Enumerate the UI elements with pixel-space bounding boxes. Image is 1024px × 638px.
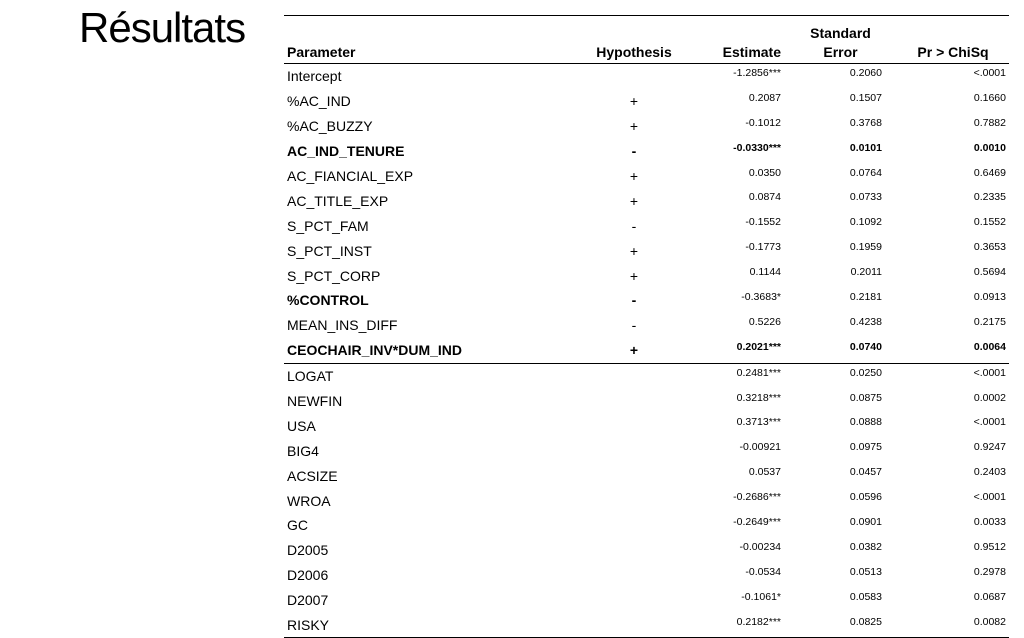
cell-stderr: 0.0733: [849, 191, 882, 204]
table-row: [284, 389, 1009, 414]
table-row: [284, 164, 1009, 189]
cell-pvalue: <.0001: [973, 366, 1006, 379]
table-row: [284, 213, 1009, 238]
cell-pvalue: 0.2175: [973, 315, 1006, 328]
header-row-bottom: [284, 41, 1009, 64]
cell-parameter: WROA: [287, 492, 331, 509]
cell-stderr: 0.0888: [849, 416, 882, 429]
cell-stderr: 0.0513: [849, 565, 882, 578]
cell-estimate: 0.2087: [748, 91, 781, 104]
table-row: [284, 363, 1009, 388]
table-row: [284, 188, 1009, 213]
cell-estimate: -0.2649***: [733, 516, 781, 529]
cell-pvalue: <.0001: [973, 491, 1006, 504]
cell-estimate: 0.1144: [749, 266, 781, 279]
table-row: [284, 238, 1009, 263]
cell-parameter: S_PCT_FAM: [287, 217, 369, 234]
cell-pvalue: 0.0913: [973, 291, 1006, 304]
cell-parameter: NEWFIN: [287, 393, 343, 410]
header-pvalue: Pr > ChiSq: [897, 41, 1009, 64]
cell-estimate: -0.1552: [745, 216, 781, 229]
cell-parameter: AC_IND_TENURE: [287, 143, 405, 160]
cell-pvalue: 0.3653: [973, 241, 1006, 254]
cell-hypothesis: +: [574, 338, 694, 363]
header-blank: [897, 16, 1009, 42]
cell-pvalue: 0.0033: [973, 516, 1006, 529]
cell-estimate: 0.0537: [748, 466, 781, 479]
cell-pvalue: <.0001: [973, 67, 1006, 79]
cell-hypothesis: [574, 588, 694, 613]
cell-stderr: 0.2060: [849, 67, 882, 79]
table-row: [284, 263, 1009, 288]
cell-estimate: -0.1012: [745, 116, 781, 129]
table-row: [284, 538, 1009, 563]
cell-estimate: 0.2182***: [694, 613, 784, 638]
table-row: [284, 613, 1009, 638]
cell-pvalue: 0.1660: [973, 91, 1006, 104]
cell-hypothesis: [574, 389, 694, 414]
table-body: [284, 64, 1009, 638]
header-parameter: Parameter: [284, 41, 574, 64]
cell-estimate: -0.1061*: [741, 590, 781, 603]
cell-pvalue: 0.0082: [897, 613, 1009, 638]
cell-estimate: -0.0534: [745, 565, 781, 578]
cell-parameter: %AC_BUZZY: [287, 118, 373, 135]
cell-pvalue: 0.9512: [973, 540, 1006, 553]
cell-estimate: 0.3713***: [736, 416, 781, 429]
cell-stderr: 0.4238: [849, 315, 882, 328]
cell-parameter: %CONTROL: [287, 292, 369, 309]
cell-hypothesis: +: [629, 118, 639, 135]
cell-hypothesis: +: [629, 93, 639, 110]
cell-pvalue: 0.1552: [973, 216, 1006, 229]
cell-stderr: 0.0250: [849, 366, 882, 379]
cell-hypothesis: [574, 613, 694, 638]
cell-estimate: -1.2856***: [733, 67, 781, 79]
table-row: [284, 288, 1009, 313]
cell-parameter: LOGAT: [287, 368, 334, 385]
cell-stderr: 0.1092: [849, 216, 882, 229]
cell-hypothesis: -: [631, 217, 637, 234]
cell-estimate: 0.2481***: [736, 366, 781, 379]
header-blank: [574, 16, 694, 42]
cell-pvalue: 0.0010: [973, 141, 1006, 154]
table-row: [284, 413, 1009, 438]
cell-pvalue: 0.5694: [973, 266, 1006, 279]
cell-hypothesis: [574, 64, 694, 89]
cell-parameter: D2007: [287, 592, 329, 609]
cell-stderr: 0.2181: [849, 291, 882, 304]
cell-stderr: 0.0975: [849, 441, 882, 454]
cell-estimate: -0.0330***: [733, 141, 781, 154]
cell-pvalue: 0.2978: [973, 565, 1006, 578]
cell-hypothesis: +: [629, 192, 639, 209]
table-header: [284, 16, 1009, 64]
table-row: [284, 488, 1009, 513]
header-row-top: [284, 16, 1009, 42]
cell-pvalue: 0.2335: [973, 191, 1006, 204]
header-blank: [284, 16, 574, 42]
slide-title: Résultats: [79, 4, 246, 51]
cell-hypothesis: +: [629, 267, 639, 284]
cell-stderr: 0.0583: [849, 590, 882, 603]
cell-parameter: GC: [287, 517, 308, 534]
cell-estimate: 0.0874: [748, 191, 781, 204]
cell-stderr: 0.1507: [849, 91, 882, 104]
table-row: [284, 139, 1009, 164]
table-row: [284, 438, 1009, 463]
cell-stderr: 0.0596: [849, 491, 882, 504]
table-row: [284, 588, 1009, 613]
cell-parameter: %AC_IND: [287, 93, 351, 110]
cell-pvalue: 0.0064: [897, 338, 1009, 363]
cell-pvalue: 0.2403: [973, 466, 1006, 479]
cell-hypothesis: +: [629, 242, 639, 259]
cell-estimate: -0.00234: [739, 540, 781, 553]
cell-estimate: 0.0350: [748, 166, 781, 179]
cell-hypothesis: -: [631, 317, 637, 334]
cell-parameter: MEAN_INS_DIFF: [287, 317, 398, 334]
cell-pvalue: 0.6469: [973, 166, 1006, 179]
cell-stderr: 0.0382: [849, 540, 882, 553]
cell-hypothesis: [574, 463, 694, 488]
cell-pvalue: 0.0687: [973, 590, 1006, 603]
cell-stderr: 0.0825: [784, 613, 897, 638]
cell-stderr: 0.1959: [849, 241, 882, 254]
cell-stderr: 0.0764: [849, 166, 882, 179]
cell-estimate: -0.3683*: [741, 291, 781, 304]
results-table: [284, 15, 1009, 638]
cell-estimate: 0.2021***: [694, 338, 784, 363]
table-row: [284, 114, 1009, 139]
table-row: [284, 563, 1009, 588]
header-blank: [694, 16, 784, 42]
cell-hypothesis: [574, 363, 694, 388]
cell-stderr: 0.0101: [849, 141, 882, 154]
cell-hypothesis: [574, 563, 694, 588]
table-row: [284, 338, 1009, 363]
table-row: [284, 64, 1009, 89]
cell-hypothesis: -: [631, 143, 637, 160]
cell-estimate: 0.3218***: [736, 391, 781, 404]
cell-stderr: 0.0740: [784, 338, 897, 363]
cell-parameter: CEOCHAIR_INV*DUM_IND: [284, 338, 574, 363]
header-estimate: Estimate: [694, 41, 784, 64]
cell-stderr: 0.0901: [849, 516, 882, 529]
cell-stderr: 0.0875: [849, 391, 882, 404]
header-standard: Standard: [784, 16, 897, 42]
cell-hypothesis: -: [631, 292, 637, 309]
cell-estimate: 0.5226: [748, 315, 781, 328]
table-row: [284, 89, 1009, 114]
cell-parameter: AC_FIANCIAL_EXP: [287, 168, 414, 184]
cell-pvalue: 0.7882: [973, 116, 1006, 129]
cell-pvalue: 0.9247: [973, 441, 1006, 454]
cell-stderr: 0.3768: [849, 116, 882, 129]
cell-estimate: -0.00921: [739, 441, 781, 454]
cell-parameter: Intercept: [287, 68, 342, 85]
header-hypothesis: Hypothesis: [574, 41, 694, 64]
cell-hypothesis: [574, 513, 694, 538]
cell-hypothesis: [574, 438, 694, 463]
cell-stderr: 0.0457: [849, 466, 882, 479]
cell-parameter: D2006: [287, 567, 329, 584]
cell-estimate: -0.1773: [745, 241, 781, 254]
cell-hypothesis: [574, 488, 694, 513]
cell-estimate: -0.2686***: [733, 491, 781, 504]
cell-parameter: BIG4: [287, 442, 319, 459]
cell-hypothesis: +: [629, 168, 639, 184]
cell-parameter: D2005: [287, 542, 329, 559]
cell-parameter: ACSIZE: [287, 467, 338, 484]
table-row: [284, 313, 1009, 338]
cell-parameter: S_PCT_CORP: [287, 267, 381, 284]
cell-pvalue: 0.0002: [973, 391, 1006, 404]
header-error: Error: [784, 41, 897, 64]
cell-parameter: RISKY: [284, 613, 574, 638]
cell-parameter: USA: [287, 417, 316, 434]
cell-parameter: AC_TITLE_EXP: [287, 192, 389, 209]
cell-pvalue: <.0001: [973, 416, 1006, 429]
cell-parameter: S_PCT_INST: [287, 242, 372, 259]
cell-stderr: 0.2011: [850, 266, 882, 279]
table-row: [284, 513, 1009, 538]
cell-hypothesis: [574, 413, 694, 438]
table-row: [284, 463, 1009, 488]
cell-hypothesis: [574, 538, 694, 563]
